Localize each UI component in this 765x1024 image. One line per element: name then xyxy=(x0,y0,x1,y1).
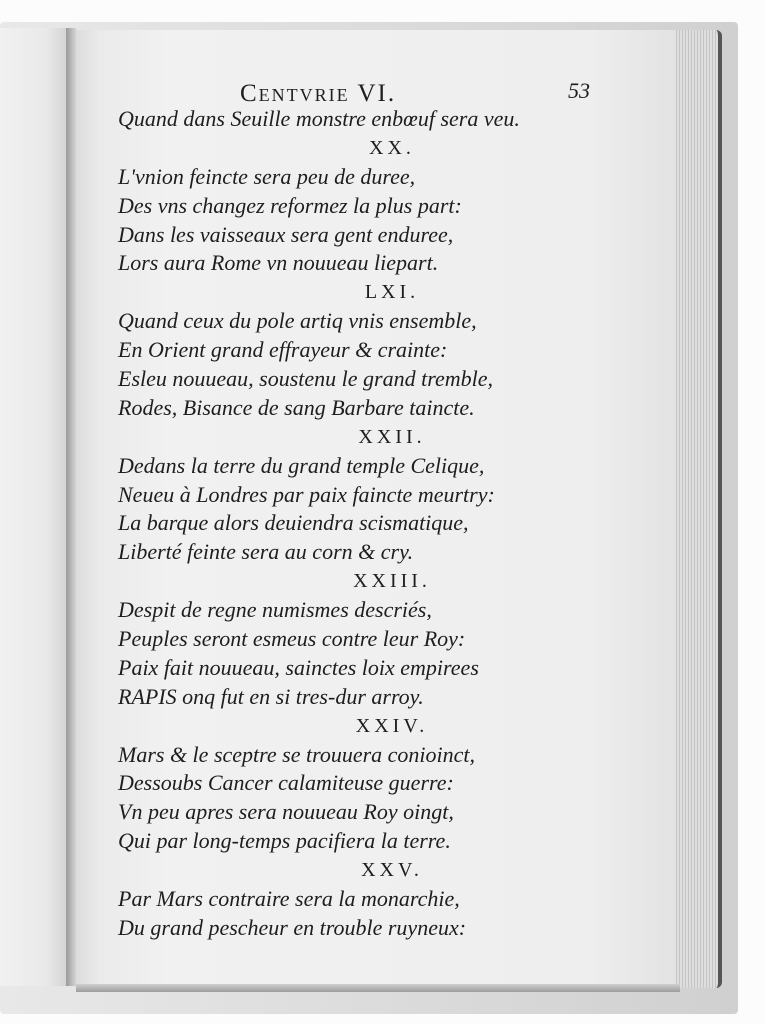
verse-line: En Orient grand effrayeur & crainte: xyxy=(118,337,448,363)
quatrain-number: XXIII. xyxy=(353,570,431,593)
quatrain-number: XXII. xyxy=(358,425,426,448)
verse-line: Du grand pescheur en trouble ruyneux: xyxy=(118,914,467,940)
quatrain-number: XX. xyxy=(369,136,415,159)
verse-line: Peuples seront esmeus contre leur Roy: xyxy=(118,626,466,652)
verse-line: Lors aura Rome vn nouueau liepart. xyxy=(118,250,439,276)
page-stack-edge xyxy=(676,30,722,988)
verse-line: RAPIS onq fut en si tres-dur arroy. xyxy=(118,683,424,709)
page-bottom-edge xyxy=(76,984,680,992)
verse-line: Quand dans Seuille monstre enbœuf sera veu. xyxy=(118,106,520,131)
verse-line: Despit de regne numismes descriés, xyxy=(118,597,432,623)
quatrain-number: LXI. xyxy=(364,281,420,304)
verse-line: Liberté feinte sera au corn & cry. xyxy=(118,539,414,565)
verse-line: Esleu nouueau, soustenu le grand tremble, xyxy=(118,366,493,392)
quatrain-number: XXV. xyxy=(361,859,423,882)
left-page-edge xyxy=(0,28,68,986)
verse-line: Neueu à Londres par paix faincte meurtry: xyxy=(118,481,495,507)
verse-line: Qui par long-temps pacifiera la terre. xyxy=(118,828,451,854)
quatrain-number: XXIV. xyxy=(355,714,429,737)
verse-line: Quand ceux du pole artiq vnis ensemble, xyxy=(118,308,477,334)
verse-line: Dessoubs Cancer calamiteuse guerre: xyxy=(118,770,454,796)
verse-text xyxy=(112,105,612,943)
running-head: Centvrie VI. xyxy=(240,80,397,107)
verse-line: L'vnion feincte sera peu de duree, xyxy=(118,163,416,189)
book-gutter xyxy=(66,28,76,986)
verse-line: Rodes, Bisance de sang Barbare taincte. xyxy=(118,394,475,420)
verse-line: Vn peu apres sera nouueau Roy oingt, xyxy=(118,799,454,825)
verse-line: Mars & le sceptre se trouuera conioinct, xyxy=(118,741,476,767)
verse-line: Par Mars contraire sera la monarchie, xyxy=(118,886,460,912)
verse-line: La barque alors deuiendra scismatique, xyxy=(118,510,469,536)
verse-line: Dedans la terre du grand temple Celique, xyxy=(118,452,485,478)
page-number: 53 xyxy=(568,78,590,103)
verse-line: Paix fait nouueau, sainctes loix empirees xyxy=(118,654,479,680)
verse-line: Des vns changez reformez la plus part: xyxy=(118,192,462,218)
verse-line: Dans les vaisseaux sera gent enduree, xyxy=(118,221,454,247)
